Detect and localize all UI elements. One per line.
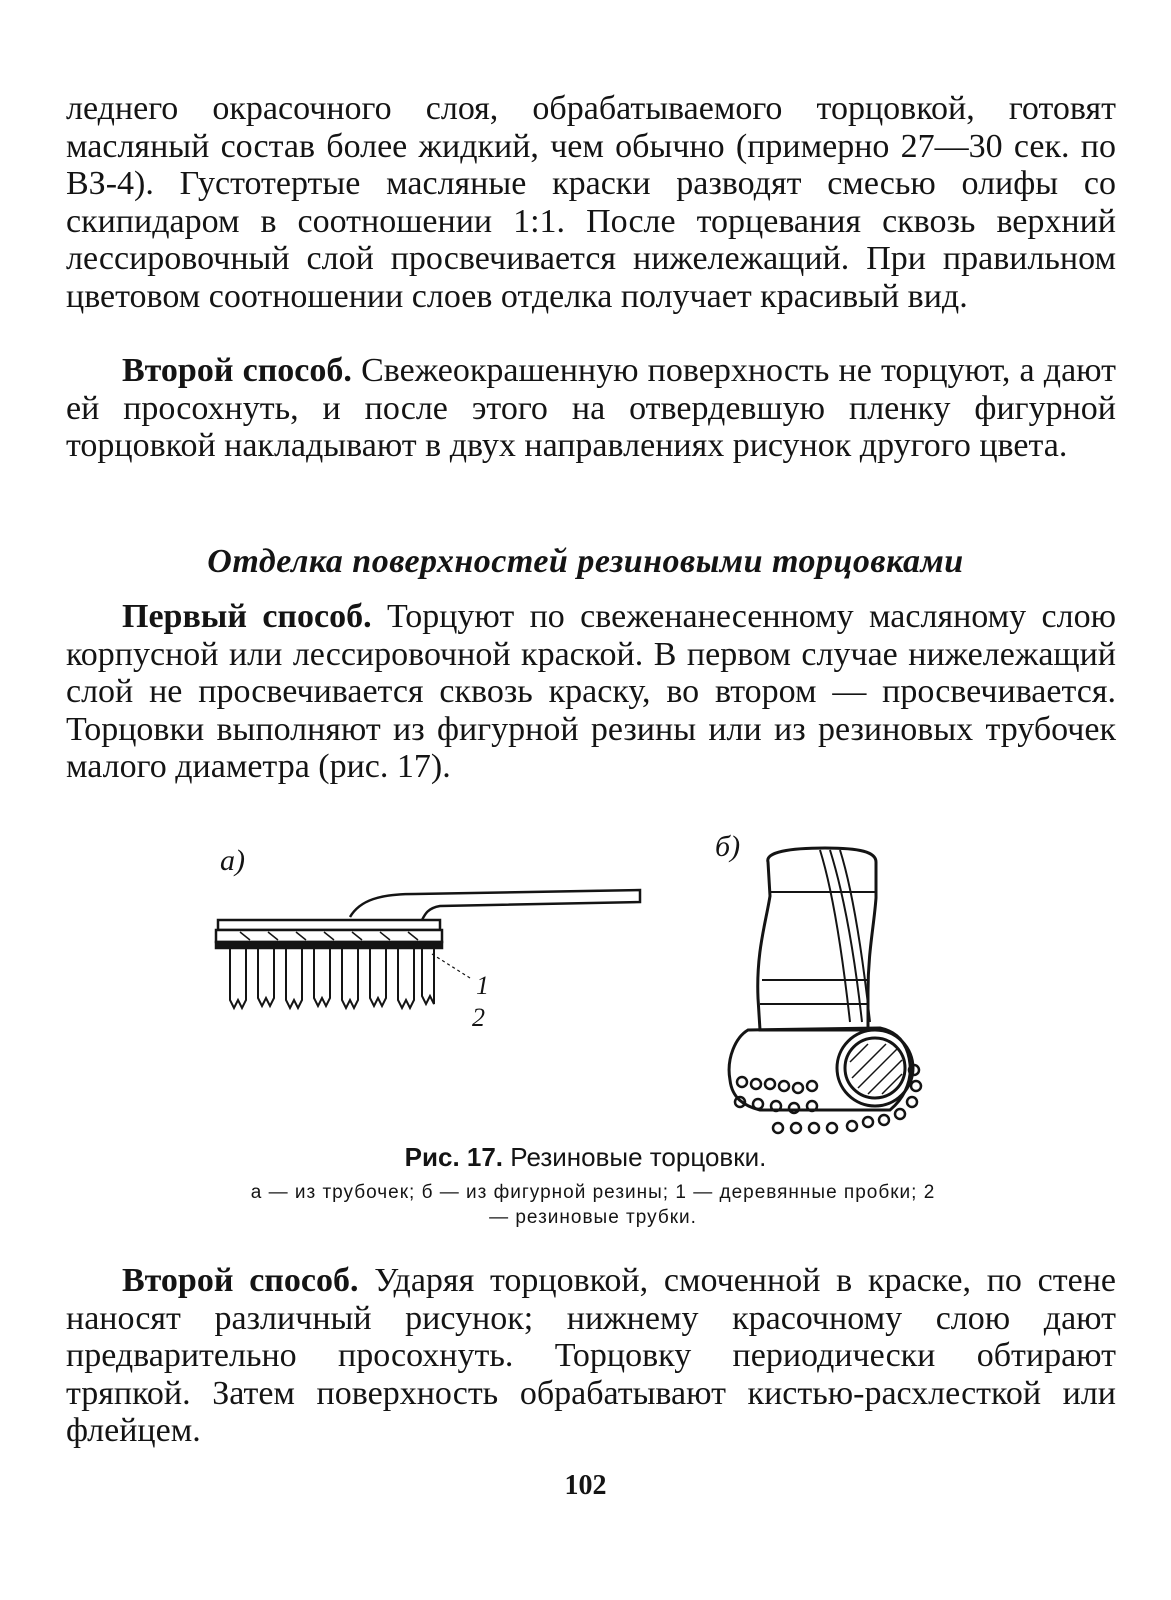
hatch bbox=[850, 1044, 902, 1094]
paragraph-1-text: леднего окрасочного слоя, обрабатываемого торцовкой, готовят масляный состав более жидкий, чем обычно (примерно 27—30 сек. по ВЗ-4). Густотертые масляные краски разводят смесью олифы со скипидаром в соотношении 1:1. После торцевания сквозь верхний лессировочный слой просвечивается нижележащий. При правильном цветовом соотношении слоев отделка получает красивый вид. bbox=[66, 90, 1116, 315]
paragraph-3-lead: Первый способ. bbox=[122, 598, 372, 635]
paragraph-3-text: Торцуют по свеженанесенному масляному слою корпусной или лессировочной краской. В первом случае нижележащий слой не просвечивается сквозь краску, во втором — просвечивается. Торцовки выполняют из фигурной резины или из резиновых трубочек малого диаметра (рис. 17). bbox=[66, 598, 1116, 785]
tube-row bbox=[230, 948, 434, 1008]
figure-caption bbox=[0, 1142, 1171, 1172]
paragraph-2-lead: Второй способ. bbox=[122, 352, 352, 389]
paragraph-3 bbox=[66, 598, 1116, 786]
paragraph-4-text: Ударяя торцовкой, смоченной в краске, по стене наносят различный рисунок; нижнему красочному слою дают предварительно просохнуть. Торцовку периодически обтирают тряпкой. Затем поверхность обрабатывают кистью-расхлесткой или флейцем. bbox=[66, 1262, 1116, 1449]
callout-leader bbox=[432, 954, 470, 978]
paragraph-4 bbox=[66, 1262, 1116, 1450]
figure-label-b: б) bbox=[715, 830, 741, 863]
tube-ring bbox=[735, 1065, 921, 1133]
figure-caption-note: а — из трубочек; б — из фигурной резины; 1 — деревянные пробки; 2 — резиновые трубки. bbox=[250, 1182, 936, 1228]
figure-17-illustration bbox=[200, 822, 960, 1142]
page-number: 102 bbox=[564, 1470, 607, 1501]
figure-label-a: а) bbox=[220, 844, 245, 877]
paragraph-2 bbox=[66, 352, 1116, 465]
paragraph-1 bbox=[66, 90, 1116, 315]
tube-brush-drawing bbox=[216, 890, 640, 1008]
paragraph-2-text: Свежеокрашенную поверхность не торцуют, а дают ей просохнуть, и после этого на отвердевшую пленку фигурной торцовкой накладывают в двух направлениях рисунок другого цвета. bbox=[66, 352, 1116, 464]
figure-caption-title: Резиновые торцовки. bbox=[503, 1142, 767, 1172]
figure-17 bbox=[200, 822, 960, 1142]
callout-1-text: 1 bbox=[476, 971, 489, 1000]
section-heading: Отделка поверхностей резиновыми торцовками bbox=[207, 543, 964, 580]
paragraph-4-lead: Второй способ. bbox=[122, 1262, 359, 1299]
callout-2-text: 2 bbox=[472, 1003, 485, 1032]
figured-rubber-brush-drawing bbox=[729, 848, 921, 1133]
figure-caption-number: Рис. 17. bbox=[404, 1142, 504, 1172]
